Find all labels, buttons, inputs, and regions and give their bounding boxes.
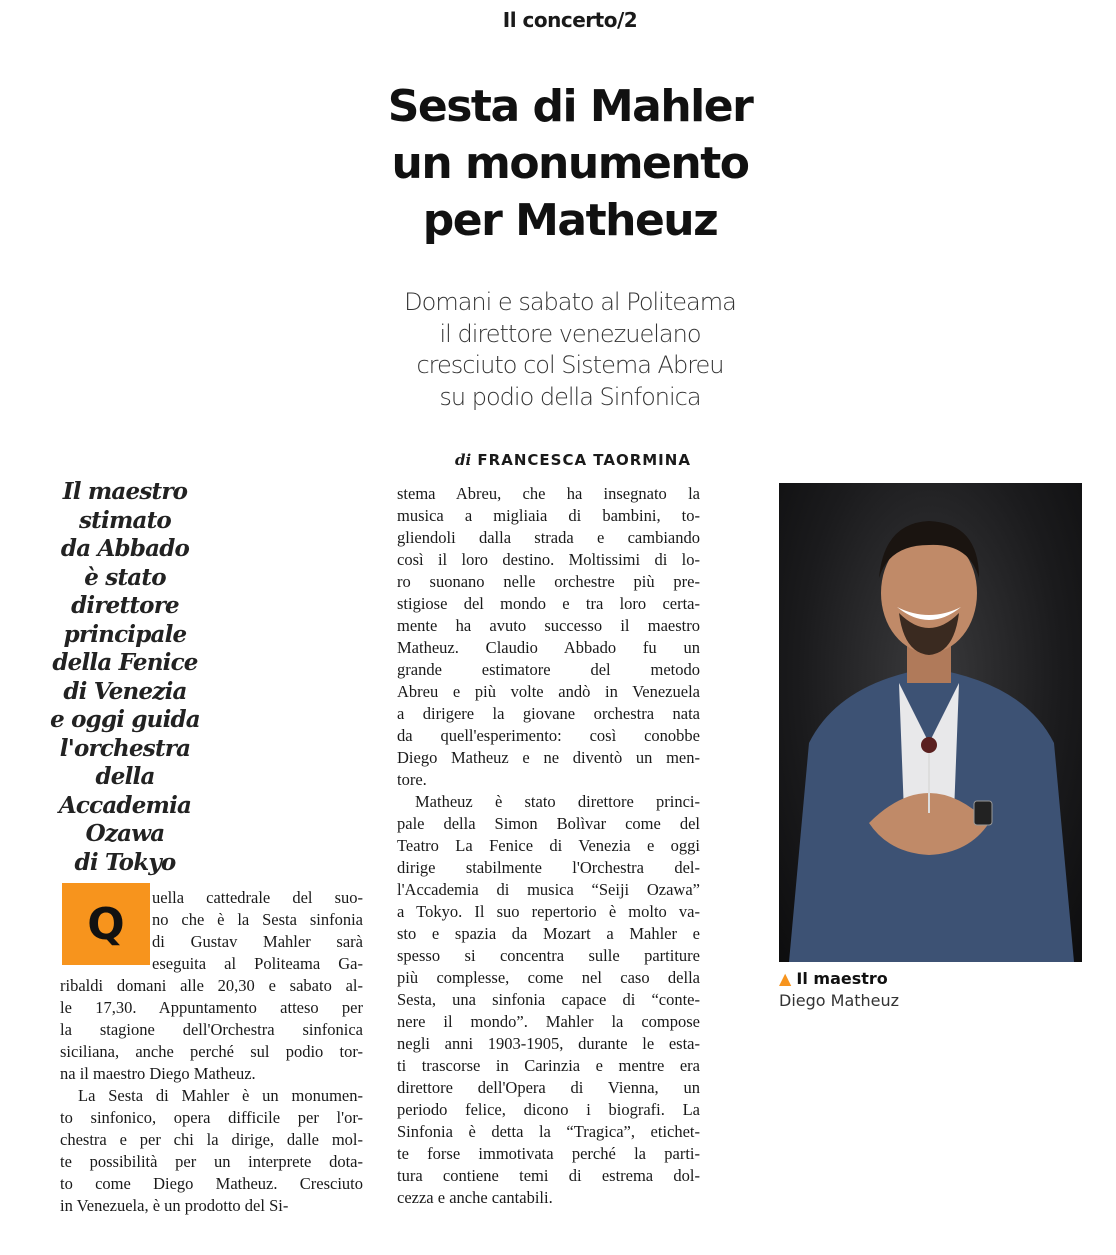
text-line: te possibilità per un interprete dota- <box>60 1152 363 1171</box>
subtitle <box>370 287 770 413</box>
text-line: cezza e anche cantabili. <box>397 1188 553 1207</box>
pull-quote-line: Accademia <box>58 791 192 819</box>
pull-quote-line: Ozawa <box>85 820 165 847</box>
section-label: Il concerto/2 <box>502 8 638 32</box>
pull-quote-line: di Tokyo <box>74 848 176 876</box>
text-line: dirige stabilmente l'Orchestra del- <box>397 858 700 877</box>
byline <box>455 451 691 469</box>
text-line: Teatro La Fenice di Venezia e oggi <box>397 836 700 855</box>
text-line: te forse immotivata perché la parti- <box>397 1144 700 1163</box>
portrait-illustration <box>779 483 1082 962</box>
text-line: Matheuz. Claudio Abbado fu un <box>397 638 700 657</box>
text-line: mente ha avuto successo il maestro <box>397 616 700 635</box>
text-line: gliendoli dalla strada e cambiando <box>397 528 700 547</box>
pull-quote-line: Il maestro <box>62 478 188 505</box>
text-line: Matheuz è stato direttore princi- <box>415 792 700 811</box>
pull-quote <box>40 478 210 877</box>
text-line: a dirigere la giovane orchestra nata <box>397 704 700 723</box>
pull-quote-line: principale <box>63 620 187 648</box>
text-line: tore. <box>397 770 427 789</box>
article-column-2 <box>397 483 700 1209</box>
text-line: ti trascorse in Carinzia e mentre era <box>397 1056 700 1075</box>
text-line: negli anni 1903-1905, durante le esta- <box>397 1034 700 1053</box>
subtitle-line: su podio della Sinfonica <box>439 382 701 411</box>
pull-quote-line: stimato <box>79 506 171 534</box>
text-line: to sinfonico, opera difficile per l'or- <box>60 1108 363 1127</box>
text-line: Diego Matheuz e ne diventò un men- <box>397 748 700 767</box>
text-line: eseguita al Politeama Ga- <box>152 954 363 973</box>
triangle-icon: ▲ <box>779 969 792 988</box>
pull-quote-line: della Fenice <box>52 649 198 676</box>
text-line: direttore dell'Opera di Vienna, un <box>397 1078 700 1097</box>
text-line: uella cattedrale del suo- <box>152 888 363 907</box>
text-line: ro suonano nelle orchestre più pre- <box>397 572 700 591</box>
text-line: Sesta, una sinfonia capace di “conte- <box>397 990 700 1009</box>
subtitle-line: Domani e sabato al Politeama <box>404 288 736 316</box>
text-line: la stagione dell'Orchestra sinfonica <box>60 1020 363 1039</box>
portrait-photo <box>779 483 1082 962</box>
article-column-1 <box>60 887 363 1217</box>
text-line: le 17,30. Appuntamento atteso per <box>60 998 363 1017</box>
text-line: ribaldi domani alle 20,30 e sabato al- <box>60 976 363 995</box>
text-line: siciliana, anche perché sul podio tor- <box>60 1042 363 1061</box>
text-line: di Gustav Mahler sarà <box>152 932 363 951</box>
text-line: pale della Simon Bolìvar come del <box>397 814 700 833</box>
text-line: musica a migliaia di bambini, to- <box>397 506 700 525</box>
headline-line: per Matheuz <box>422 195 718 246</box>
text-line: na il maestro Diego Matheuz. <box>60 1064 256 1083</box>
pull-quote-line: è stato <box>84 563 166 591</box>
text-line: sto e spazia da Mozart a Mahler e <box>397 924 700 943</box>
text-line: grande estimatore del metodo <box>397 660 700 679</box>
pull-quote-line: direttore <box>71 592 179 619</box>
text-line: così il loro destino. Moltissimi di lo- <box>397 550 700 569</box>
text-line: in Venezuela, è un prodotto del Si- <box>60 1196 289 1215</box>
text-line: to come Diego Matheuz. Cresciuto <box>60 1174 363 1193</box>
caption-title: Il maestro <box>796 969 888 988</box>
byline-author: FRANCESCA TAORMINA <box>477 451 691 469</box>
photo-caption <box>779 968 899 1012</box>
pull-quote-line: e oggi guida <box>50 706 200 733</box>
pull-quote-line: l'orchestra <box>59 734 191 762</box>
text-line: stigiose del mondo e tra loro certa- <box>397 594 700 613</box>
text-line: La Sesta di Mahler è un monumen- <box>78 1086 363 1105</box>
subtitle-line: il direttore venezuelano <box>439 319 701 348</box>
text-line: tura contiene temi di estrema dol- <box>397 1166 700 1185</box>
pull-quote-line: di Venezia <box>63 677 187 705</box>
drop-cap: Q <box>62 883 150 965</box>
pull-quote-line: da Abbado <box>60 535 190 562</box>
text-line: periodo felice, dicono i biografi. La <box>397 1100 700 1119</box>
text-line: Abreu e più volte andò in Venezuela <box>397 682 700 701</box>
text-line: no che è la Sesta sinfonia <box>152 910 363 929</box>
text-line: stema Abreu, che ha insegnato la <box>397 484 700 503</box>
caption-name: Diego Matheuz <box>779 991 900 1010</box>
text-line: da quell'esperimento: così conobbe <box>397 726 700 745</box>
headline-line: Sesta di Mahler <box>387 81 753 132</box>
headline <box>370 78 770 249</box>
text-line: a Tokyo. Il suo repertorio è molto va- <box>397 902 700 921</box>
headline-line: un monumento <box>391 138 749 189</box>
text-line: più complesse, come nel caso della <box>397 968 700 987</box>
byline-prefix: di <box>455 451 472 469</box>
subtitle-line: cresciuto col Sistema Abreu <box>416 351 724 379</box>
text-line: nere il mondo”. Mahler la compose <box>397 1012 700 1031</box>
text-line: spesso si concentra sulle partiture <box>397 946 700 965</box>
pull-quote-line: della <box>95 763 155 790</box>
text-line: chestra e per chi la dirige, dalle mol- <box>60 1130 363 1149</box>
text-line: Sinfonia è detta la “Tragica”, etichet- <box>397 1122 700 1141</box>
text-line: l'Accademia di musica “Seiji Ozawa” <box>397 880 700 899</box>
